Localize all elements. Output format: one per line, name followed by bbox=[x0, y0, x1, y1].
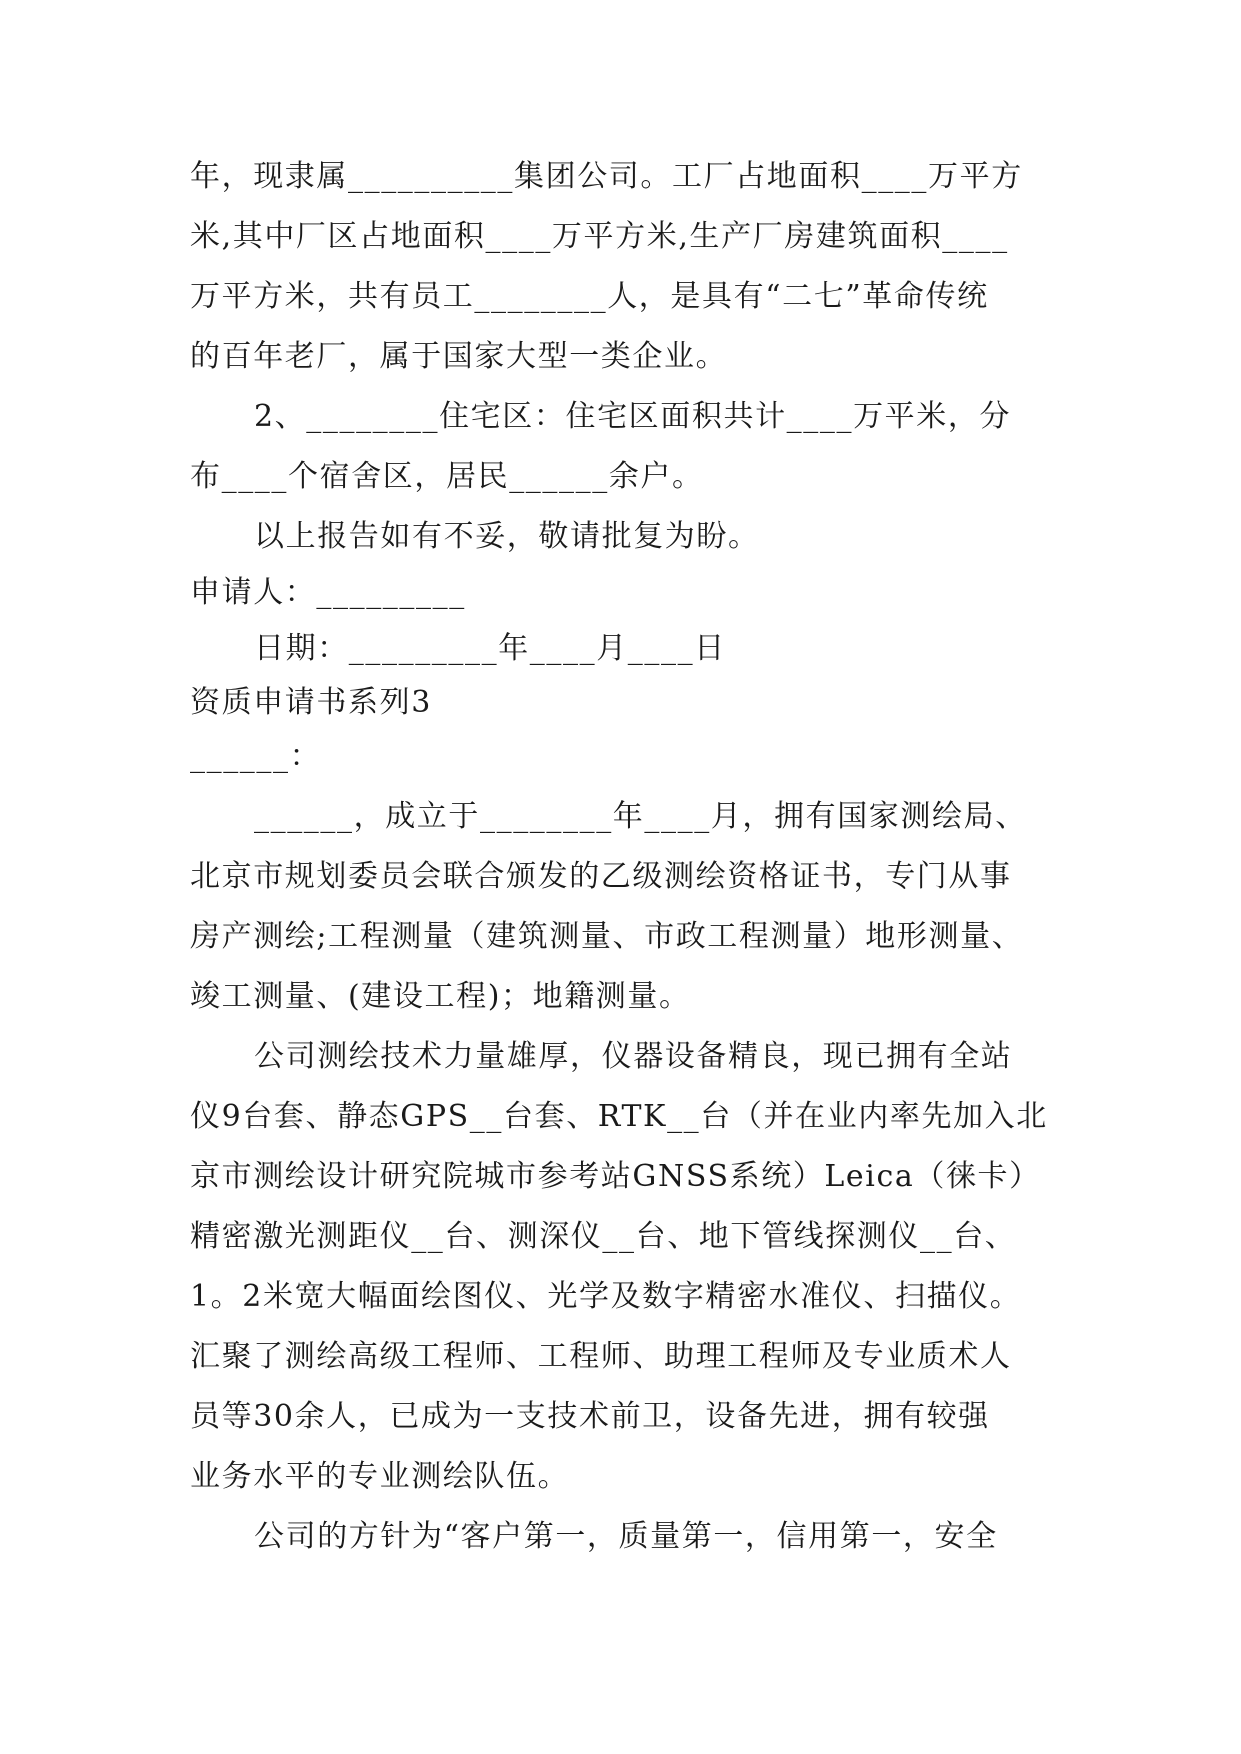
paragraph-line: 米,其中厂区占地面积____万平方米,生产厂房建筑面积____ bbox=[190, 219, 1009, 254]
paragraph-line: 竣工测量、(建设工程)；地籍测量。 bbox=[190, 979, 691, 1014]
date-line: 日期：_________年____月____日 bbox=[254, 631, 726, 666]
section-title: 资质申请书系列3 bbox=[190, 685, 432, 720]
applicant-line: 申请人：_________ bbox=[190, 575, 466, 610]
paragraph-line: 以上报告如有不妥，敬请批复为盼。 bbox=[254, 519, 760, 554]
paragraph-line: 万平方米，共有员工________人，是具有“二七”革命传统 bbox=[190, 279, 989, 314]
paragraph-line: 公司的方针为“客户第一，质量第一，信用第一，安全 bbox=[254, 1519, 998, 1554]
paragraph-line: 公司测绘技术力量雄厚，仪器设备精良，现已拥有全站 bbox=[254, 1039, 1013, 1074]
paragraph-line: 业务水平的专业测绘队伍。 bbox=[190, 1459, 570, 1494]
paragraph-line: 精密激光测距仪__台、测深仪__台、地下管线探测仪__台、 bbox=[190, 1219, 1017, 1254]
paragraph-line: ______，成立于________年____月，拥有国家测绘局、 bbox=[254, 799, 1027, 834]
document-body bbox=[190, 158, 1060, 1578]
paragraph-line: 年，现隶属__________集团公司。工厂占地面积____万平方 bbox=[190, 159, 1023, 194]
paragraph-line: 京市测绘设计研究院城市参考站GNSS系统）Leica（徕卡） bbox=[190, 1159, 1041, 1194]
paragraph-line: 员等30余人，已成为一支技术前卫，设备先进，拥有较强 bbox=[190, 1399, 990, 1434]
paragraph-line: 北京市规划委员会联合颁发的乙级测绘资格证书，专门从事 bbox=[190, 859, 1012, 894]
paragraph-line: 2、________住宅区：住宅区面积共计____万平米，分 bbox=[254, 399, 1012, 434]
paragraph-line: 布____个宿舍区，居民______余户。 bbox=[190, 459, 704, 494]
paragraph-line: 房产测绘;工程测量（建筑测量、市政工程测量）地形测量、 bbox=[190, 919, 1024, 954]
paragraph-line: 汇聚了测绘高级工程师、工程师、助理工程师及专业质术人 bbox=[190, 1339, 1012, 1374]
paragraph-line: 1。2米宽大幅面绘图仪、光学及数字精密水准仪、扫描仪。 bbox=[190, 1279, 1022, 1314]
paragraph-line: 的百年老厂，属于国家大型一类企业。 bbox=[190, 339, 728, 374]
salutation-line: ______： bbox=[190, 739, 322, 774]
paragraph-line: 仪9台套、静态GPS__台套、RTK__台（并在业内率先加入北 bbox=[190, 1099, 1048, 1134]
